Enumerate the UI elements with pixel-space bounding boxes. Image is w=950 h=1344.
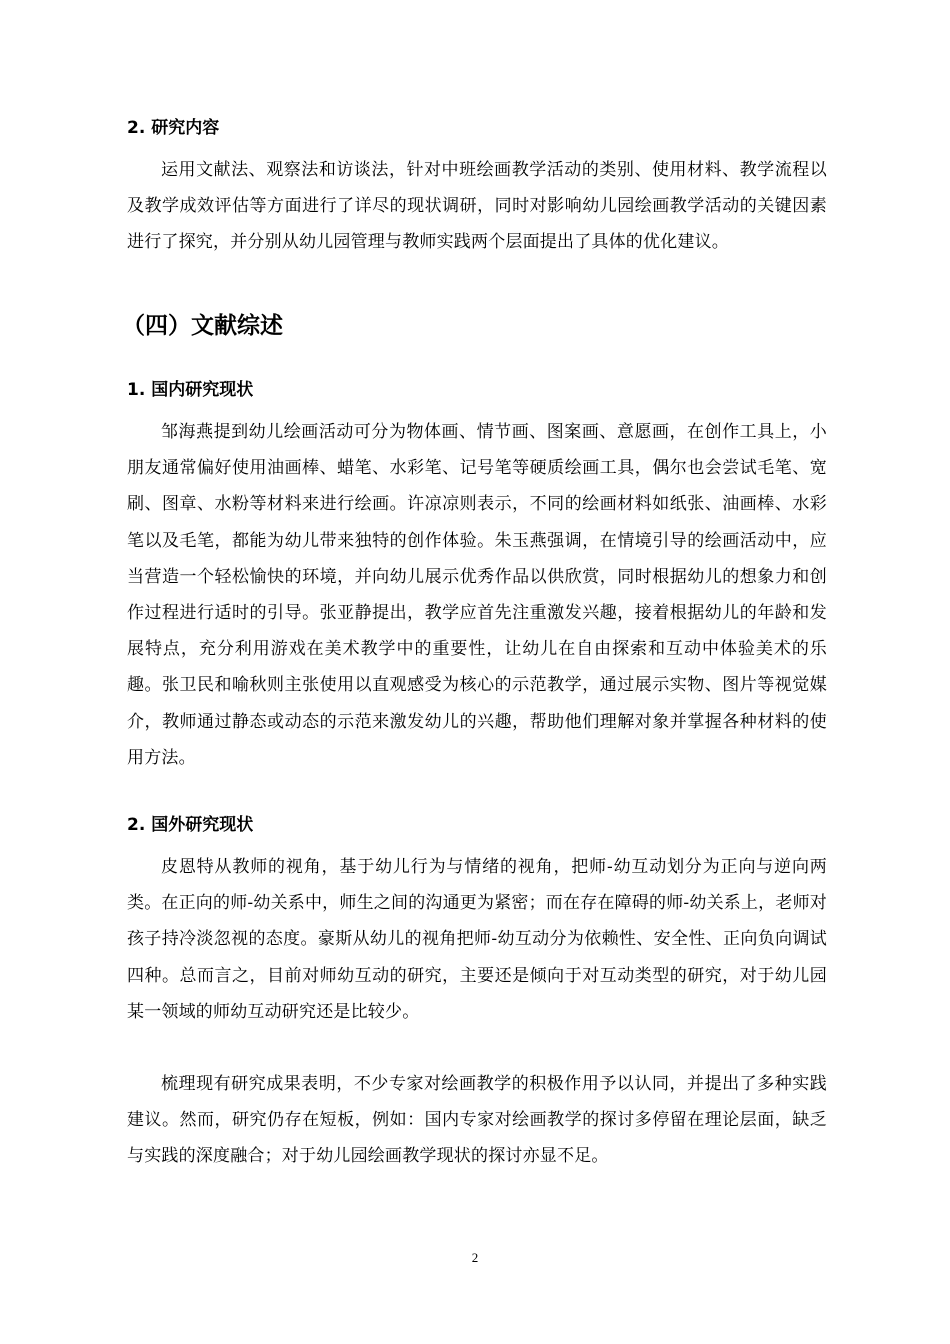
heading-literature-review: （四）文献综述 (122, 313, 283, 339)
paragraph-research-content: 运用文献法、观察法和访谈法，针对中班绘画教学活动的类别、使用材料、教学流程以及教学成效评估等方面进行了详尽的现状调研，同时对影响幼儿园绘画教学活动的关键因素进行了探究，并分别从幼儿园管理与教师实践两个层面提出了具体的优化建议。 (127, 160, 827, 253)
heading-research-content: 2. 研究内容 (127, 118, 220, 138)
heading-foreign-research: 2. 国外研究现状 (127, 815, 254, 835)
page-number: 2 (471, 1250, 479, 1265)
paragraph-foreign-research-1: 皮恩特从教师的视角，基于幼儿行为与情绪的视角，把师-幼互动划分为正向与逆向两类。在正向的师-幼关系中，师生之间的沟通更为紧密；而在存在障碍的师-幼关系上，老师对孩子持冷淡忽视的态度。豪斯从幼儿的视角把师-幼互动分为依赖性、安全性、正向负向调试四种。总而言之，目前对师幼互动的研究，主要还是倾向于对互动类型的研究，对于幼儿园某一领域的师幼互动研究还是比较少。 (127, 857, 827, 1022)
heading-domestic-research: 1. 国内研究现状 (127, 380, 254, 400)
paragraph-domestic-research: 邹海燕提到幼儿绘画活动可分为物体画、情节画、图案画、意愿画，在创作工具上，小朋友通常偏好使用油画棒、蜡笔、水彩笔、记号笔等硬质绘画工具，偶尔也会尝试毛笔、宽刷、图章、水粉等材料来进行绘画。许凉凉则表示，不同的绘画材料如纸张、油画棒、水彩笔以及毛笔，都能为幼儿带来独特的创作体验。朱玉燕强调，在情境引导的绘画活动中，应当营造一个轻松愉快的环境，并向幼儿展示优秀作品以供欣赏，同时根据幼儿的想象力和创作过程进行适时的引导。张亚静提出，教学应首先注重激发兴趣，接着根据幼儿的年龄和发展特点，充分利用游戏在美术教学中的重要性，让幼儿在自由探索和互动中体验美术的乐趣。张卫民和喻秋则主张使用以直观感受为核心的示范教学，通过展示实物、图片等视觉媒介，教师通过静态或动态的示范来激发幼儿的兴趣，帮助他们理解对象并掌握各种材料的使用方法。 (127, 422, 827, 768)
paragraph-foreign-research-2: 梳理现有研究成果表明，不少专家对绘画教学的积极作用予以认同，并提出了多种实践建议。然而，研究仍存在短板，例如：国内专家对绘画教学的探讨多停留在理论层面，缺乏与实践的深度融合；对于幼儿园绘画教学现状的探讨亦显不足。 (127, 1074, 827, 1167)
